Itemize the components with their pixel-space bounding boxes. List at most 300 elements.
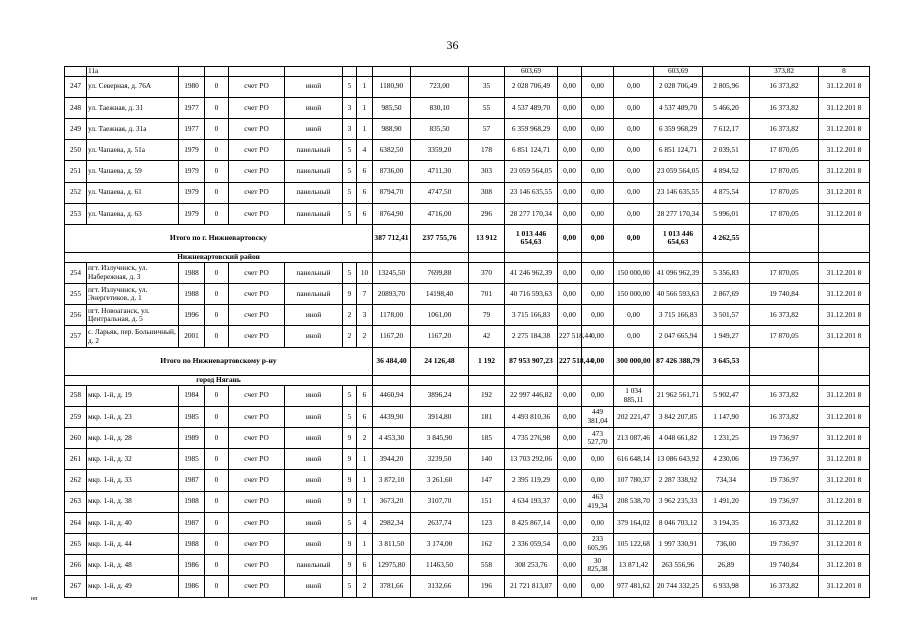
fund-cell: 0,00 xyxy=(558,224,582,252)
total-area-cell: 8794,70 xyxy=(373,182,411,203)
address-cell: мкр. 1-й, д. 38 xyxy=(87,491,179,512)
living-area-cell: 1061,00 xyxy=(411,305,469,326)
cost-per-sqm-cell: 1 231,25 xyxy=(703,428,750,449)
table-row xyxy=(65,305,870,326)
limit-cell: 373,82 xyxy=(750,67,819,77)
account-type-cell: счет РО xyxy=(229,449,285,470)
total-cost-cell: 23 146 635,55 xyxy=(505,182,558,203)
total-label-cell: Итого по Нижневартовскому р-ну xyxy=(65,347,373,375)
local-budget-cell: 0,00 xyxy=(614,118,654,139)
zero-cell: 0 xyxy=(205,385,229,406)
budget-cell: 449 381,04 xyxy=(582,406,614,427)
fund-cell: 0,00 xyxy=(558,428,582,449)
row-number-cell: 266 xyxy=(65,555,87,576)
address-cell: пгт. Новоаганск, ул. Центральная, д. 5 xyxy=(87,305,179,326)
date-cell: 31.12.201 8 xyxy=(819,326,870,347)
date-cell: 8 xyxy=(819,67,870,77)
empty-cell xyxy=(703,375,750,385)
wall-type-cell: панельный xyxy=(285,284,343,305)
wall-type-cell: панельный xyxy=(285,182,343,203)
row-number-cell: 263 xyxy=(65,491,87,512)
budget-cell: 0,00 xyxy=(582,576,614,597)
wall-type-cell: иной xyxy=(285,428,343,449)
year-cell: 1979 xyxy=(179,203,205,224)
cost-per-sqm-cell: 26,89 xyxy=(703,555,750,576)
floors-cell: 9 xyxy=(343,491,357,512)
zero-cell: 0 xyxy=(205,97,229,118)
date-cell: 31.12.201 8 xyxy=(819,182,870,203)
living-area-cell: 3107,70 xyxy=(411,491,469,512)
fund-cell: 0,00 xyxy=(558,140,582,161)
fund-cell: 0,00 xyxy=(558,161,582,182)
floors-cell: 9 xyxy=(343,449,357,470)
zero-cell: 0 xyxy=(205,406,229,427)
date-cell: 31.12.201 8 xyxy=(819,428,870,449)
address-cell: ул. Таежная, д. 31а xyxy=(87,118,179,139)
living-area-cell: 835,50 xyxy=(411,118,469,139)
address-cell: мкр. 1-й, д. 48 xyxy=(87,555,179,576)
entrances-cell: 1 xyxy=(357,533,373,554)
living-area-cell: 4711,30 xyxy=(411,161,469,182)
entrances-cell: 7 xyxy=(357,284,373,305)
account-type-cell: счет РО xyxy=(229,555,285,576)
cost-per-sqm-cell: 1 147,90 xyxy=(703,406,750,427)
total-area-cell: 8764,90 xyxy=(373,203,411,224)
residents-cell: 181 xyxy=(469,406,505,427)
floors-cell: 5 xyxy=(343,140,357,161)
fund-cell: 0,00 xyxy=(558,76,582,97)
total-cost-cell: 28 277 170,34 xyxy=(505,203,558,224)
owners-funds-cell: 3 842 207,85 xyxy=(654,406,703,427)
owners-funds-cell: 6 359 968,29 xyxy=(654,118,703,139)
total-area-cell: 1178,00 xyxy=(373,305,411,326)
budget-cell: 0,00 xyxy=(582,224,614,252)
total-area-cell: 3673,20 xyxy=(373,491,411,512)
zero-cell: 0 xyxy=(205,305,229,326)
row-number-cell: 256 xyxy=(65,305,87,326)
year-cell: 1984 xyxy=(179,385,205,406)
owners-funds-cell: 40 566 593,63 xyxy=(654,284,703,305)
floors-cell: 5 xyxy=(343,512,357,533)
entrances-cell: 4 xyxy=(357,512,373,533)
account-type-cell: счет РО xyxy=(229,140,285,161)
address-cell: ул. Чапаева, д. 63 xyxy=(87,203,179,224)
local-budget-cell: 150 000,00 xyxy=(614,262,654,283)
total-cost-cell: 21 721 813,87 xyxy=(505,576,558,597)
empty-cell xyxy=(505,252,558,262)
cost-per-sqm-cell: 5 356,83 xyxy=(703,262,750,283)
wall-type-cell: иной xyxy=(285,118,343,139)
cost-per-sqm-cell: 4 230,06 xyxy=(703,449,750,470)
address-cell: пгт. Излучинск, ул. Набережная, д. 3 xyxy=(87,262,179,283)
entrances-cell: 2 xyxy=(357,326,373,347)
total-cost-cell: 22 997 446,82 xyxy=(505,385,558,406)
entrances-cell: 6 xyxy=(357,385,373,406)
fund-cell: 0,00 xyxy=(558,555,582,576)
zero-cell: 0 xyxy=(205,491,229,512)
date-cell: 31.12.201 8 xyxy=(819,555,870,576)
residents-cell: 1 192 xyxy=(469,347,505,375)
date-cell: 31.12.201 8 xyxy=(819,284,870,305)
total-area-cell: 4 453,30 xyxy=(373,428,411,449)
owners-funds-cell: 13 086 643,92 xyxy=(654,449,703,470)
limit-cell: 17 870,05 xyxy=(750,182,819,203)
cost-per-sqm-cell: 4 262,55 xyxy=(703,224,750,252)
empty-cell xyxy=(819,347,870,375)
budget-cell: 233 605,95 xyxy=(582,533,614,554)
footer-mark: нп xyxy=(31,596,38,602)
wall-type-cell: иной xyxy=(285,385,343,406)
owners-funds-cell: 21 962 561,71 xyxy=(654,385,703,406)
fund-cell: 0,00 xyxy=(558,512,582,533)
year-cell: 1987 xyxy=(179,512,205,533)
floors-cell: 9 xyxy=(343,555,357,576)
account-type-cell: счет РО xyxy=(229,97,285,118)
budget-cell: 0,00 xyxy=(582,284,614,305)
total-cost-cell: 4 493 810,36 xyxy=(505,406,558,427)
table-row xyxy=(65,406,870,427)
limit-cell: 16 373,82 xyxy=(750,97,819,118)
total-area-cell: 36 484,40 xyxy=(373,347,411,375)
budget-cell: 30 825,38 xyxy=(582,555,614,576)
empty-cell xyxy=(373,252,411,262)
total-cost-cell: 13 703 292,06 xyxy=(505,449,558,470)
local-budget-cell: 616 648,14 xyxy=(614,449,654,470)
owners-funds-cell: 2 028 706,49 xyxy=(654,76,703,97)
wall-type-cell: иной xyxy=(285,305,343,326)
budget-cell: 0,00 xyxy=(582,161,614,182)
owners-funds-cell: 23 059 564,05 xyxy=(654,161,703,182)
year-cell: 1987 xyxy=(179,470,205,491)
row-number-cell: 259 xyxy=(65,406,87,427)
table-row xyxy=(65,76,870,97)
entrances-cell: 1 xyxy=(357,97,373,118)
fund-cell: 0,00 xyxy=(558,470,582,491)
zero-cell: 0 xyxy=(205,533,229,554)
entrances-cell: 1 xyxy=(357,449,373,470)
residents-cell: 13 912 xyxy=(469,224,505,252)
total-area-cell: 12975,80 xyxy=(373,555,411,576)
account-type-cell: счет РО xyxy=(229,512,285,533)
total-area-cell: 3 872,10 xyxy=(373,470,411,491)
account-type-cell: счет РО xyxy=(229,576,285,597)
account-type-cell: счет РО xyxy=(229,262,285,283)
fund-cell: 0,00 xyxy=(558,385,582,406)
total-area-cell: 8736,00 xyxy=(373,161,411,182)
limit-cell: 16 373,82 xyxy=(750,406,819,427)
local-budget-cell: 107 780,37 xyxy=(614,470,654,491)
date-cell: 31.12.201 8 xyxy=(819,385,870,406)
total-area-cell: 1180,90 xyxy=(373,76,411,97)
date-cell: 31.12.201 8 xyxy=(819,118,870,139)
year-cell: 2001 xyxy=(179,326,205,347)
wall-type-cell: иной xyxy=(285,533,343,554)
year-cell: 1989 xyxy=(179,428,205,449)
residents-cell: 192 xyxy=(469,385,505,406)
owners-funds-cell: 2 047 665,94 xyxy=(654,326,703,347)
zero-cell: 0 xyxy=(205,118,229,139)
zero-cell: 0 xyxy=(205,140,229,161)
date-cell: 31.12.201 8 xyxy=(819,305,870,326)
limit-cell: 17 870,05 xyxy=(750,326,819,347)
local-budget-cell: 0,00 xyxy=(614,140,654,161)
total-cost-cell: 1 013 446 654,63 xyxy=(505,224,558,252)
total-area-cell: 13245,50 xyxy=(373,262,411,283)
total-cost-cell: 6 851 124,71 xyxy=(505,140,558,161)
residents-cell: 35 xyxy=(469,76,505,97)
fund-cell: 0,00 xyxy=(558,491,582,512)
account-type-cell: счет РО xyxy=(229,491,285,512)
budget-cell: 0,00 xyxy=(582,449,614,470)
year-cell: 1980 xyxy=(179,76,205,97)
floors-cell: 5 xyxy=(343,161,357,182)
residents-cell: 308 xyxy=(469,182,505,203)
living-area-cell: 24 126,48 xyxy=(411,347,469,375)
limit-cell: 19 740,84 xyxy=(750,284,819,305)
empty-cell xyxy=(819,252,870,262)
living-area-cell: 4747,50 xyxy=(411,182,469,203)
empty-cell xyxy=(654,375,703,385)
budget-cell: 0,00 xyxy=(582,470,614,491)
wall-type-cell: иной xyxy=(285,326,343,347)
year-cell: 1986 xyxy=(179,576,205,597)
cost-per-sqm-cell: 736,00 xyxy=(703,533,750,554)
total-area-cell: 4460,94 xyxy=(373,385,411,406)
address-cell: ул. Северная, д. 76А xyxy=(87,76,179,97)
section-row-nyagan xyxy=(65,375,870,385)
living-area-cell: 11463,50 xyxy=(411,555,469,576)
empty-cell xyxy=(819,224,870,252)
address-cell: пгт. Излучинск, ул. Энергетиков, д. 1 xyxy=(87,284,179,305)
zero-cell: 0 xyxy=(205,470,229,491)
row-number-cell: 261 xyxy=(65,449,87,470)
address-cell: с. Ларьяк, пер. Больничный, д. 2 xyxy=(87,326,179,347)
floors-cell: 9 xyxy=(343,533,357,554)
total-row-nizhnevartovsk-district xyxy=(65,347,870,375)
year-cell: 1979 xyxy=(179,140,205,161)
zero-cell: 0 xyxy=(205,555,229,576)
total-area-cell: 988,90 xyxy=(373,118,411,139)
empty-cell xyxy=(703,252,750,262)
date-cell: 31.12.201 8 xyxy=(819,140,870,161)
fund-cell: 227 518,44 xyxy=(558,326,582,347)
budget-cell: 0,00 xyxy=(582,385,614,406)
year-cell: 1988 xyxy=(179,284,205,305)
local-budget-cell: 105 122,68 xyxy=(614,533,654,554)
entrances-cell: 4 xyxy=(357,140,373,161)
cost-per-sqm-cell: 3 194,35 xyxy=(703,512,750,533)
fund-cell: 0,00 xyxy=(558,533,582,554)
fund-cell: 0,00 xyxy=(558,97,582,118)
local-budget-cell: 0,00 xyxy=(614,182,654,203)
year-cell: 1985 xyxy=(179,406,205,427)
residents-cell: 296 xyxy=(469,203,505,224)
owners-funds-cell: 1 013 446 654,63 xyxy=(654,224,703,252)
address-cell: мкр. 1-й, д. 19 xyxy=(87,385,179,406)
residents-cell: 196 xyxy=(469,576,505,597)
owners-funds-cell: 6 851 124,71 xyxy=(654,140,703,161)
date-cell: 31.12.201 8 xyxy=(819,76,870,97)
local-budget-cell: 0,00 xyxy=(614,326,654,347)
account-type-cell: счет РО xyxy=(229,305,285,326)
date-cell: 31.12.201 8 xyxy=(819,262,870,283)
local-budget-cell: 300 000,00 xyxy=(614,347,654,375)
local-budget-cell: 0,00 xyxy=(614,224,654,252)
limit-cell: 19 736,97 xyxy=(750,533,819,554)
address-cell: ул. Чапаева, д. 61 xyxy=(87,182,179,203)
floors-cell: 5 xyxy=(343,576,357,597)
local-budget-cell: 150 000,00 xyxy=(614,284,654,305)
budget-cell: 0,00 xyxy=(582,347,614,375)
fund-cell: 0,00 xyxy=(558,576,582,597)
empty-cell xyxy=(505,375,558,385)
owners-funds-cell: 41 096 962,39 xyxy=(654,262,703,283)
owners-funds-cell: 4 537 489,70 xyxy=(654,97,703,118)
local-budget-cell: 0,00 xyxy=(614,97,654,118)
account-type-cell: счет РО xyxy=(229,428,285,449)
empty-cell xyxy=(469,252,505,262)
row-number-cell: 265 xyxy=(65,533,87,554)
date-cell: 31.12.201 8 xyxy=(819,97,870,118)
wall-type-cell: иной xyxy=(285,576,343,597)
fund-cell: 0,00 xyxy=(558,305,582,326)
residents-cell: 303 xyxy=(469,161,505,182)
living-area-cell: 3896,24 xyxy=(411,385,469,406)
empty-cell xyxy=(750,252,819,262)
fund-cell: 0,00 xyxy=(558,262,582,283)
entrances-cell: 2 xyxy=(357,576,373,597)
total-cost-cell: 2 028 706,49 xyxy=(505,76,558,97)
owners-funds-cell: 20 744 332,25 xyxy=(654,576,703,597)
living-area-cell: 830,10 xyxy=(411,97,469,118)
empty-cell xyxy=(614,252,654,262)
floors-cell: 2 xyxy=(343,305,357,326)
budget-cell: 0,00 xyxy=(582,305,614,326)
living-area-cell: 7699,88 xyxy=(411,262,469,283)
owners-funds-cell: 8 046 703,12 xyxy=(654,512,703,533)
limit-cell: 19 736,97 xyxy=(750,470,819,491)
account-type-cell: счет РО xyxy=(229,326,285,347)
residents-cell: 151 xyxy=(469,491,505,512)
wall-type-cell: панельный xyxy=(285,203,343,224)
row-number-cell: 260 xyxy=(65,428,87,449)
capital-repair-table-wrap xyxy=(64,66,869,598)
empty-cell xyxy=(411,252,469,262)
limit-cell: 19 736,97 xyxy=(750,491,819,512)
zero-cell: 0 xyxy=(205,428,229,449)
address-cell: мкр. 1-й, д. 44 xyxy=(87,533,179,554)
row-number-cell: 267 xyxy=(65,576,87,597)
table-body xyxy=(65,67,870,598)
date-cell: 31.12.201 8 xyxy=(819,470,870,491)
year-cell: 1996 xyxy=(179,305,205,326)
address-cell: мкр. 1-й, д. 33 xyxy=(87,470,179,491)
living-area-cell: 3239,50 xyxy=(411,449,469,470)
total-cost-cell: 603,69 xyxy=(505,67,558,77)
local-budget-cell: 202 221,47 xyxy=(614,406,654,427)
living-area-cell: 3914,80 xyxy=(411,406,469,427)
living-area-cell: 3 261,60 xyxy=(411,470,469,491)
owners-funds-cell: 3 715 166,83 xyxy=(654,305,703,326)
wall-type-cell: иной xyxy=(285,406,343,427)
residents-cell: 178 xyxy=(469,140,505,161)
year-cell: 1988 xyxy=(179,491,205,512)
total-cost-cell: 2 336 059,54 xyxy=(505,533,558,554)
living-area-cell: 3 845,90 xyxy=(411,428,469,449)
fund-cell: 0,00 xyxy=(558,406,582,427)
cost-per-sqm-cell: 2 039,51 xyxy=(703,140,750,161)
table-row xyxy=(65,533,870,554)
wall-type-cell: иной xyxy=(285,97,343,118)
total-row-nizhnevartovsk xyxy=(65,224,870,252)
total-cost-cell: 4 735 276,98 xyxy=(505,428,558,449)
date-cell: 31.12.201 8 xyxy=(819,406,870,427)
zero-cell: 0 xyxy=(205,512,229,533)
limit-cell: 19 736,97 xyxy=(750,449,819,470)
limit-cell: 16 373,82 xyxy=(750,118,819,139)
fund-cell: 0,00 xyxy=(558,284,582,305)
empty-cell xyxy=(469,375,505,385)
total-cost-cell: 2 395 119,29 xyxy=(505,470,558,491)
entrances-cell: 6 xyxy=(357,161,373,182)
table-row xyxy=(65,203,870,224)
total-area-cell: 1167,20 xyxy=(373,326,411,347)
living-area-cell: 3132,66 xyxy=(411,576,469,597)
wall-type-cell: панельный xyxy=(285,555,343,576)
row-number-cell: 251 xyxy=(65,161,87,182)
wall-type-cell: панельный xyxy=(285,140,343,161)
empty-cell xyxy=(558,375,582,385)
address-cell: мкр. 1-й, д. 28 xyxy=(87,428,179,449)
wall-type-cell: панельный xyxy=(285,262,343,283)
cost-per-sqm-cell: 2 805,96 xyxy=(703,76,750,97)
floors-cell: 3 xyxy=(343,118,357,139)
budget-cell: 0,00 xyxy=(582,140,614,161)
wall-type-cell: иной xyxy=(285,449,343,470)
residents-cell: 147 xyxy=(469,470,505,491)
total-cost-cell: 41 246 962,39 xyxy=(505,262,558,283)
residents-cell: 79 xyxy=(469,305,505,326)
row-number-cell: 254 xyxy=(65,262,87,283)
living-area-cell: 3 174,00 xyxy=(411,533,469,554)
total-area-cell: 3 811,50 xyxy=(373,533,411,554)
limit-cell: 16 373,82 xyxy=(750,512,819,533)
table-row xyxy=(65,428,870,449)
empty-cell xyxy=(750,347,819,375)
empty-cell xyxy=(614,375,654,385)
total-cost-cell: 4 537 489,70 xyxy=(505,97,558,118)
total-cost-cell: 23 059 564,05 xyxy=(505,161,558,182)
row-number-cell: 248 xyxy=(65,97,87,118)
table-row xyxy=(65,161,870,182)
local-budget-cell: 13 871,42 xyxy=(614,555,654,576)
table-row-continued xyxy=(65,67,870,77)
floors-cell: 2 xyxy=(343,326,357,347)
floors-cell: 9 xyxy=(343,470,357,491)
empty-cell xyxy=(411,375,469,385)
entrances-cell: 6 xyxy=(357,182,373,203)
residents-cell: 57 xyxy=(469,118,505,139)
limit-cell: 16 373,82 xyxy=(750,576,819,597)
limit-cell: 16 373,82 xyxy=(750,76,819,97)
entrances-cell: 10 xyxy=(357,262,373,283)
total-cost-cell: 8 425 867,14 xyxy=(505,512,558,533)
limit-cell: 17 870,05 xyxy=(750,262,819,283)
fund-cell: 0,00 xyxy=(558,203,582,224)
entrances-cell: 6 xyxy=(357,203,373,224)
account-type-cell: счет РО xyxy=(229,161,285,182)
row-number-cell: 253 xyxy=(65,203,87,224)
